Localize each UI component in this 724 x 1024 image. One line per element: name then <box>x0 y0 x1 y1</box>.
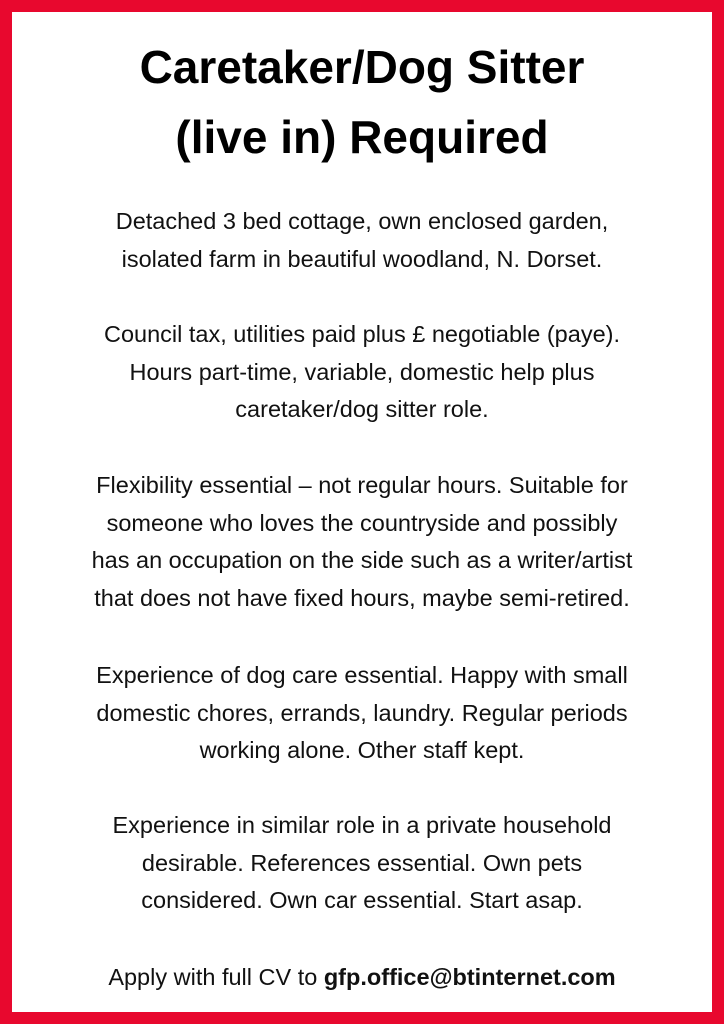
terms-paragraph <box>40 316 684 429</box>
text-line: Council tax, utilities paid plus £ negotiable (paye). <box>104 321 620 347</box>
text-line: caretaker/dog sitter role. <box>235 396 489 422</box>
text-line: Experience of dog care essential. Happy with small <box>96 662 628 688</box>
apply-text: Apply with full CV to <box>108 964 324 990</box>
text-line: isolated farm in beautiful woodland, N. Dorset. <box>121 245 603 272</box>
apply-text-wrapper <box>40 959 684 997</box>
text-line: desirable. References essential. Own pets <box>141 849 583 876</box>
text-line: Experience in similar role in a private household <box>112 812 612 838</box>
property-paragraph <box>40 203 684 278</box>
text-line: someone who loves the countryside and possibly <box>106 509 618 536</box>
email-address: gfp.office@btinternet.com <box>323 964 616 990</box>
text-line: Flexibility essential – not regular hours. Suitable for <box>96 472 628 498</box>
apply-line <box>40 959 684 997</box>
text-line: has an occupation on the side such as a writer/artist <box>91 547 633 573</box>
title-line-1: Caretaker/Dog Sitter <box>139 41 585 93</box>
page-title <box>24 32 700 172</box>
text-line: working alone. Other staff kept. <box>199 737 525 763</box>
text-line: Hours part-time, variable, domestic help plus <box>129 358 595 385</box>
text-line: Detached 3 bed cottage, own enclosed garden, <box>115 208 609 234</box>
experience-paragraph <box>40 657 684 770</box>
title-line-2: (live in) Required <box>175 111 549 163</box>
text-line: considered. Own car essential. Start asap. <box>141 887 583 913</box>
requirements-paragraph <box>40 807 684 920</box>
text-line: domestic chores, errands, laundry. Regular periods <box>96 699 628 726</box>
flexibility-paragraph <box>40 467 684 617</box>
text-line: that does not have fixed hours, maybe semi-retired. <box>94 584 630 611</box>
